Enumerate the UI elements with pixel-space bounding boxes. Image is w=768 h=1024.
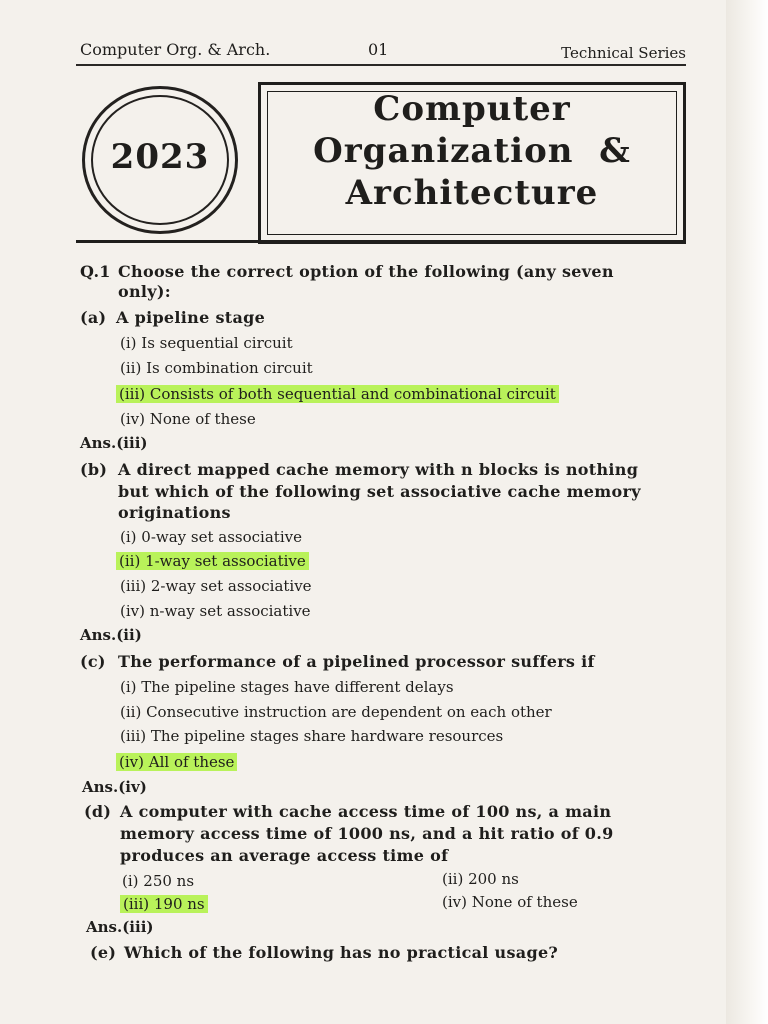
question-b-label: (b) xyxy=(80,460,108,479)
q1-label: Q.1 xyxy=(80,262,111,281)
q1-text-line-1: Choose the correct option of the following (any seven xyxy=(118,262,614,281)
question-b-option-4: (iv) n-way set associative xyxy=(120,602,311,620)
question-b-option-1: (i) 0-way set associative xyxy=(120,528,302,546)
question-d-label: (d) xyxy=(84,802,112,821)
question-c-label: (c) xyxy=(80,652,106,671)
question-c-text: The performance of a pipelined processor suffers if xyxy=(118,652,595,671)
header-rule xyxy=(76,64,686,66)
question-d-text-line-2: memory access time of 1000 ns, and a hit ratio of 0.9 xyxy=(120,824,614,843)
question-d-option-4: (iv) None of these xyxy=(442,893,578,911)
question-a-label: (a) xyxy=(80,308,107,327)
question-b-text-line-1: A direct mapped cache memory with n blocks is nothing xyxy=(118,460,639,479)
question-a-option-1: (i) Is sequential circuit xyxy=(120,334,293,352)
question-d-text-line-1: A computer with cache access time of 100 ns, a main xyxy=(120,802,612,821)
running-header xyxy=(76,40,686,64)
title-line-3: Architecture xyxy=(345,173,599,213)
question-b-option-3: (iii) 2-way set associative xyxy=(120,577,312,595)
question-d-text-line-3: produces an average access time of xyxy=(120,846,449,865)
question-a-answer: Ans.(iii) xyxy=(80,434,148,452)
question-d-option-3-highlighted: (iii) 190 ns xyxy=(120,895,208,913)
question-c-option-4-highlighted: (iv) All of these xyxy=(116,753,237,771)
title-box xyxy=(258,82,686,244)
question-c-option-1: (i) The pipeline stages have different delays xyxy=(120,678,454,696)
title-line-1: Computer xyxy=(373,89,571,129)
question-e-text: Which of the following has no practical usage? xyxy=(124,943,559,962)
question-d-option-2: (ii) 200 ns xyxy=(442,870,519,888)
question-a-option-3-highlighted: (iii) Consists of both sequential and combinational circuit xyxy=(116,385,559,403)
question-c-option-2: (ii) Consecutive instruction are dependent on each other xyxy=(120,703,552,721)
question-d-option-1: (i) 250 ns xyxy=(122,872,195,890)
title-rule xyxy=(76,240,686,243)
question-a-option-2: (ii) Is combination circuit xyxy=(120,359,313,377)
question-b-answer: Ans.(ii) xyxy=(80,626,142,644)
question-c-answer: Ans.(iv) xyxy=(82,778,147,796)
title-line-2: Organization & xyxy=(313,131,631,171)
question-a-option-4: (iv) None of these xyxy=(120,410,256,428)
year-seal xyxy=(82,86,238,234)
header-series: Technical Series xyxy=(561,44,686,62)
question-d-answer: Ans.(iii) xyxy=(86,918,154,936)
header-subject: Computer Org. & Arch. xyxy=(80,40,271,59)
page-edge xyxy=(726,0,768,1024)
header-page-number: 01 xyxy=(368,40,389,59)
year-label: 2023 xyxy=(110,137,210,177)
q1-text-line-2: only): xyxy=(118,282,171,301)
question-c-option-3: (iii) The pipeline stages share hardware resources xyxy=(120,727,504,745)
question-b-text-line-2: but which of the following set associative cache memory xyxy=(118,482,641,501)
question-b-option-2-highlighted: (ii) 1-way set associative xyxy=(116,552,309,570)
question-a-text: A pipeline stage xyxy=(116,308,266,327)
question-e-label: (e) xyxy=(90,943,117,962)
question-b-text-line-3: originations xyxy=(118,503,231,522)
